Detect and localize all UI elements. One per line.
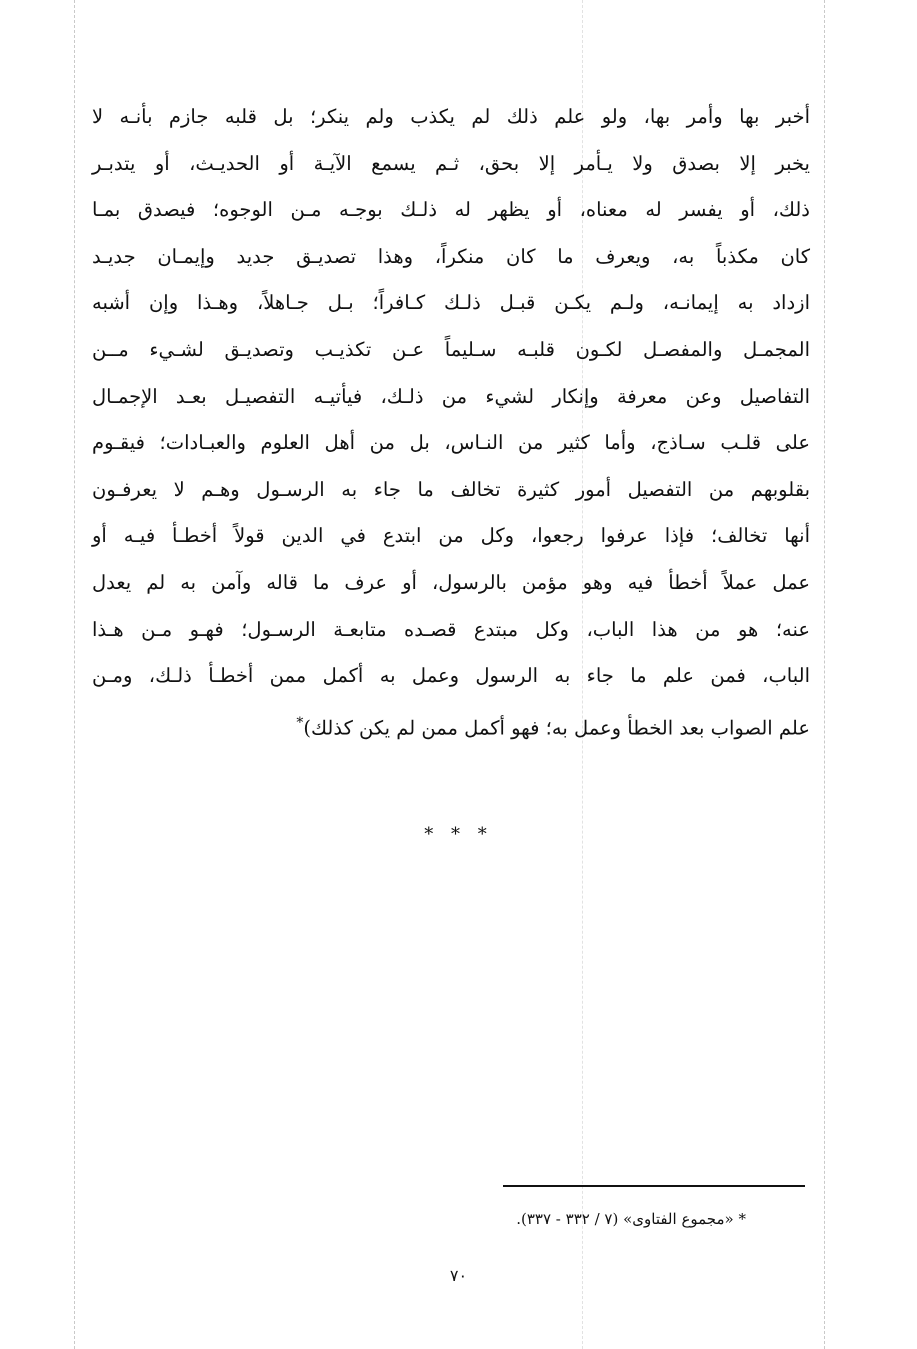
body-line-last	[92, 700, 810, 752]
body-line: ازداد به إيمانـه، ولـم يكـن قبـل ذلـك كـافراً؛ بـل جـاهلاً، وهـذا وإن أشبه	[92, 291, 810, 315]
body-line: بقلوبهم من التفصيل أمور كثيرة تخالف ما جاء به الرسـول وهـم لا يعرفـون	[92, 477, 810, 501]
body-line: المجمـل والمفصـل لكـون قلبـه سـليماً عـن تكذيـب وتصديـق لشـيء مــن	[92, 337, 810, 361]
body-line: على قلـب سـاذج، وأما كثير من النـاس، بل من أهل العلوم والعبـادات؛ فيقـوم	[92, 431, 810, 455]
body-line: ذلك، أو يفسر له معناه، أو يظهر له ذلـك بوجـه مـن الوجوه؛ فيصدق بمـا	[92, 198, 810, 222]
page-number: ٧٠	[449, 1266, 468, 1285]
body-line: كان مكذباً به، ويعرف ما كان منكراً، وهذا تصديـق جديد وإيمـان جديـد	[92, 244, 810, 268]
body-line: أخبر بها وأمر بها، ولو علم ذلك لم يكذب ولم ينكر؛ بل قلبه جازم بأنـه لا	[92, 105, 810, 128]
scan-edge-right	[824, 0, 825, 1349]
footnote	[346, 1208, 746, 1230]
footnote-rule	[503, 1185, 805, 1187]
body-line: أنها تخالف؛ فإذا عرفوا رجعوا، وكل من ابتدع في الدين قولاً أخطـأ فيـه أو	[92, 524, 810, 548]
footnote-mark: *	[738, 1210, 746, 1228]
page-body-text	[92, 94, 810, 752]
body-line: عنه؛ هو من هذا الباب، وكل مبتدع قصـده متابعـة الرسـول؛ فهـو مـن هـذا	[92, 617, 810, 641]
body-line: يخبر إلا بصدق ولا يـأمر إلا بحق، ثـم يسمع الآيـة أو الحديـث، أو يتدبـر	[92, 151, 810, 175]
footnote-reference-mark: *	[296, 714, 304, 731]
body-line-last-text: علم الصواب بعد الخطأ وعمل به؛ فهو أكمل ممن لم يكن كذلك)	[303, 716, 810, 740]
body-line: عمل عملاً أخطأ فيه وهو مؤمن بالرسول، أو عرف ما قاله وآمن به لم يعدل	[92, 570, 810, 594]
section-separator: * * *	[424, 824, 493, 845]
body-line: التفاصيل وعن معرفة وإنكار لشيء من ذلـك، فيأتيـه التفصيـل بعـد الإجمـال	[92, 384, 810, 408]
footnote-text: «مجموع الفتاوى» (٧ / ٣٣٢ - ٣٣٧).	[516, 1210, 734, 1228]
scan-edge-left	[74, 0, 75, 1349]
body-line: الباب، فمن علم ما جاء به الرسول وعمل به أكمل ممن أخطـأ ذلـك، ومـن	[92, 664, 810, 688]
